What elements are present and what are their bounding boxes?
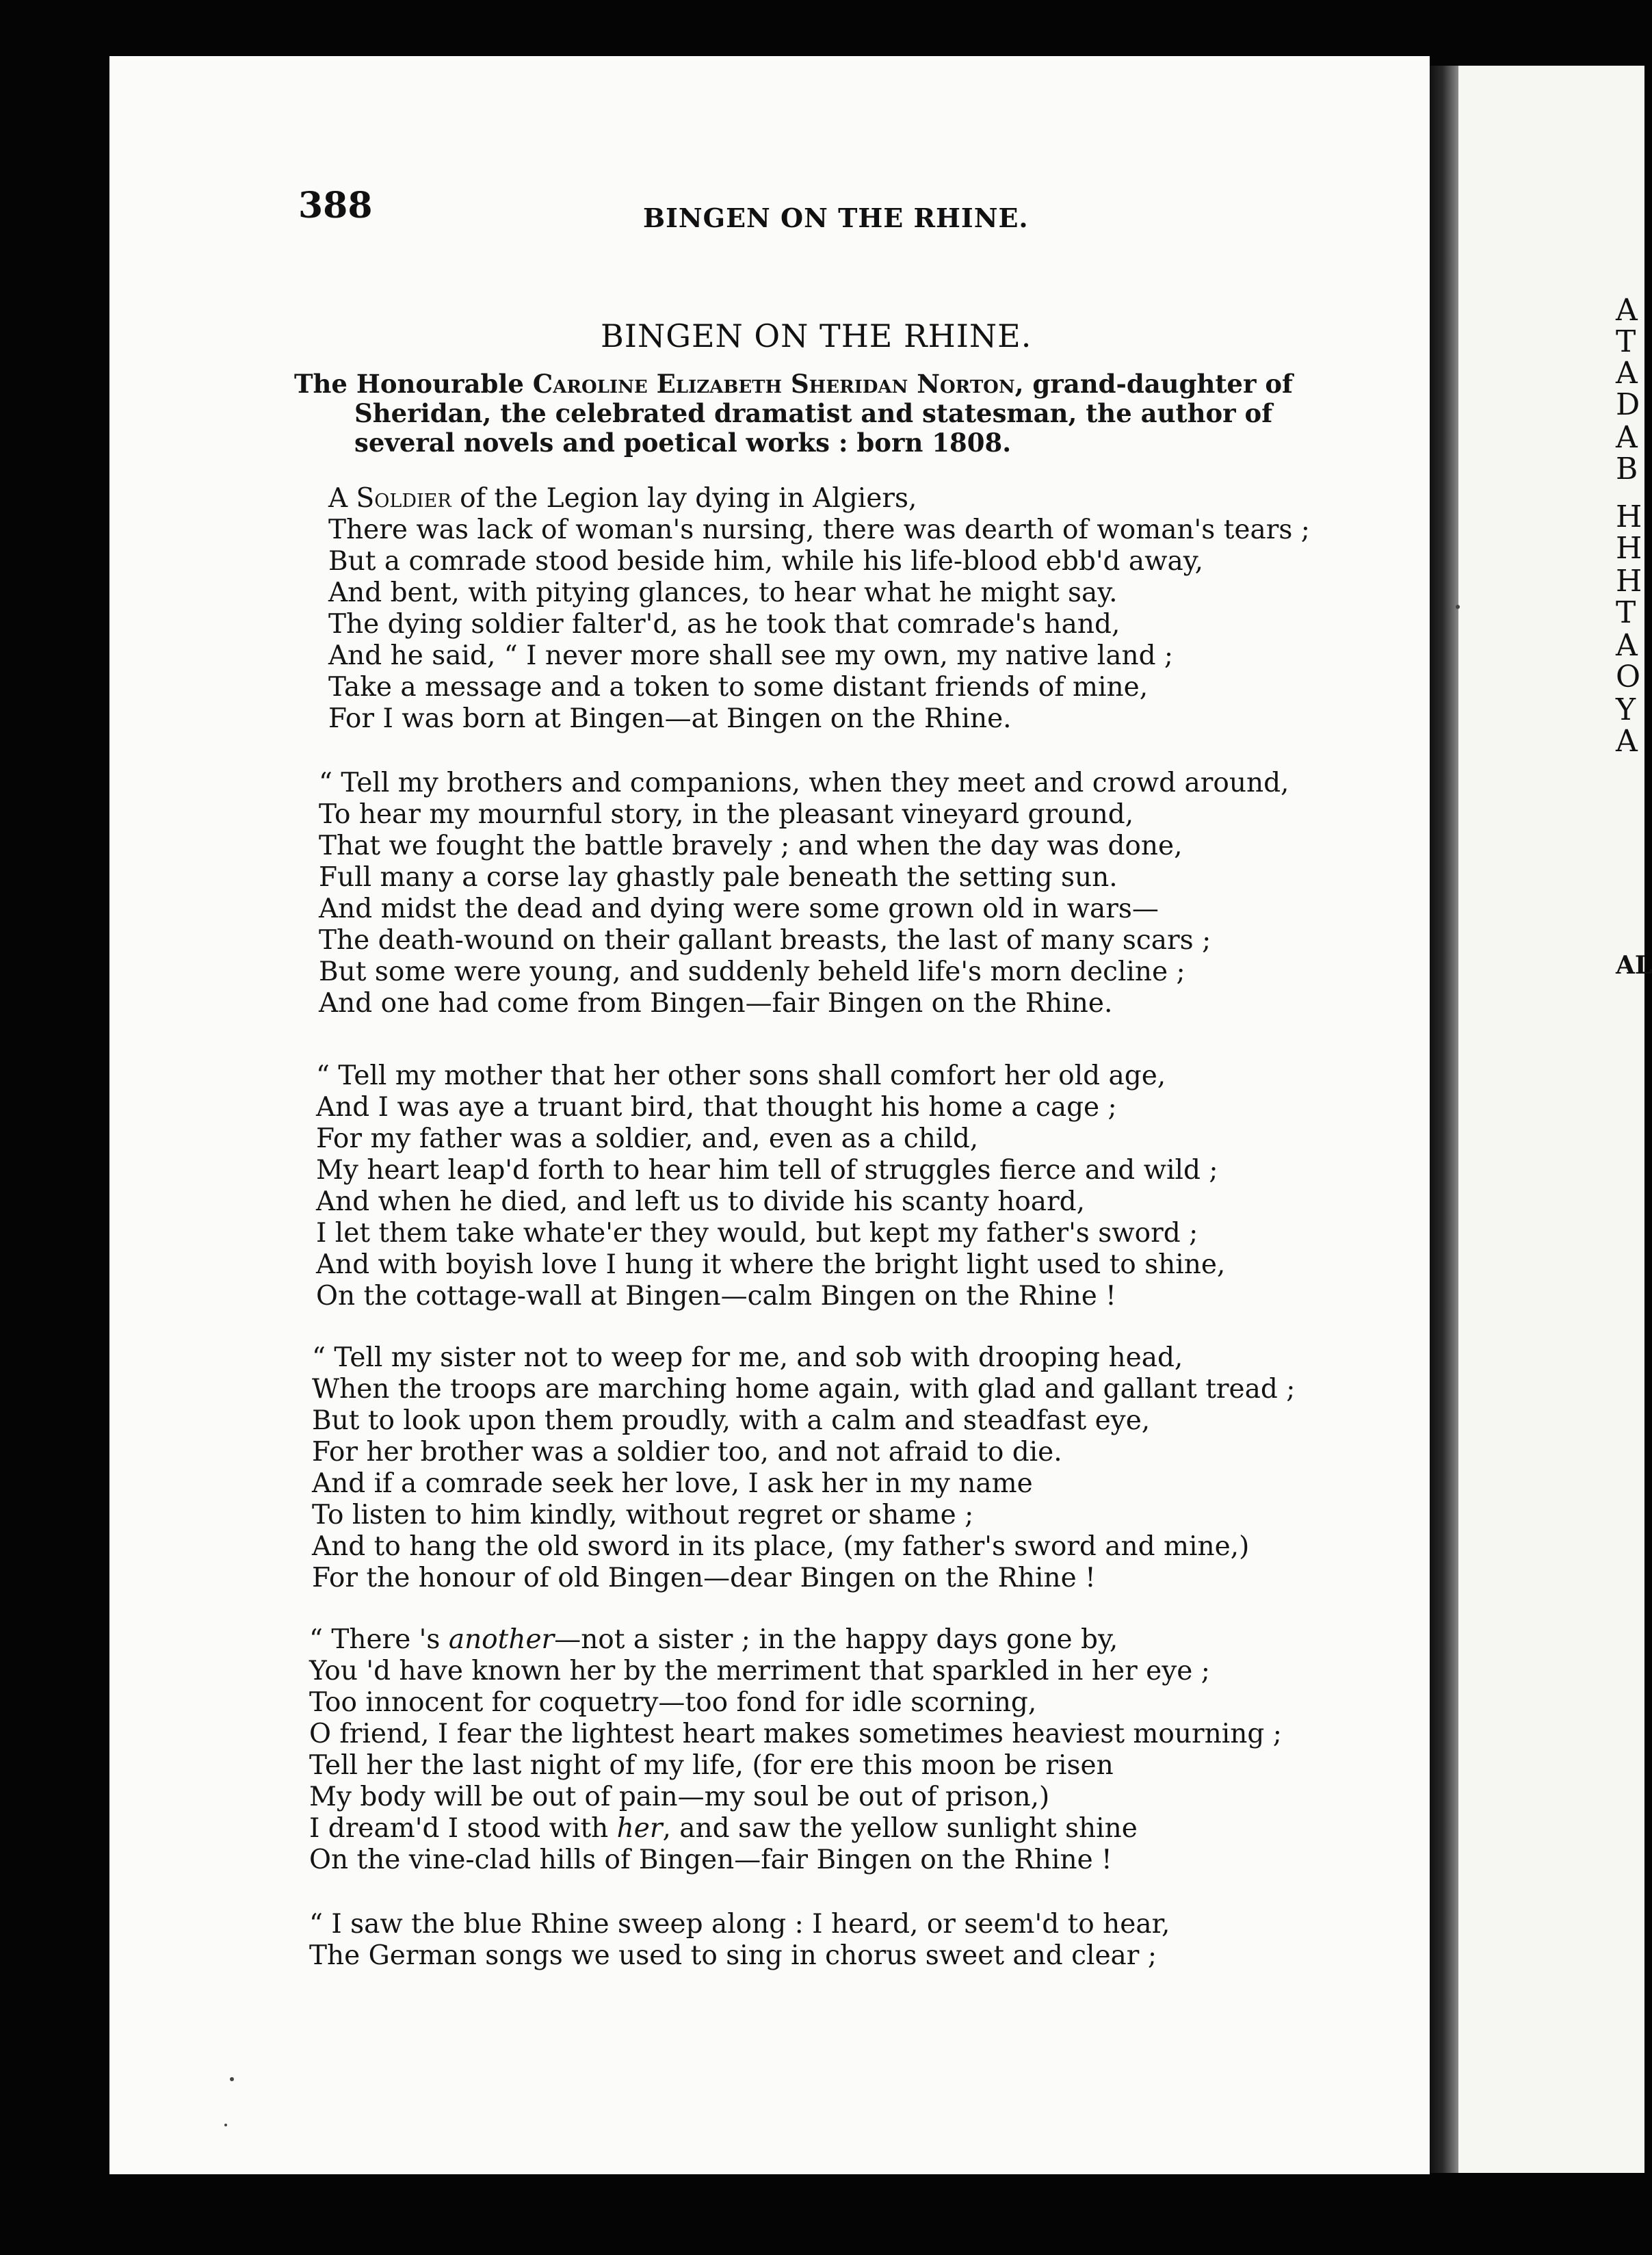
line-text: I dream'd I stood with bbox=[309, 1813, 617, 1844]
poem-line: And when he died, and left us to divide his scanty hoard, bbox=[316, 1186, 1086, 1217]
poem-line bbox=[328, 483, 1395, 514]
poem-line: And I was aye a truant bird, that thought his home a cage ; bbox=[316, 1092, 1117, 1123]
facing-fragment: H bbox=[1616, 564, 1642, 599]
poem-line: The dying soldier falter'd, as he took that comrade's hand, bbox=[328, 609, 1120, 640]
facing-fragment: A bbox=[1616, 356, 1638, 391]
poem-line: “ Tell my brothers and companions, when they meet and crowd around, bbox=[319, 768, 1289, 798]
poem-line: And to hang the old sword in its place, (my father's sword and mine,) bbox=[312, 1531, 1250, 1562]
poem-line: But to look upon them proudly, with a calm and steadfast eye, bbox=[312, 1405, 1151, 1436]
poem-line: And one had come from Bingen—fair Bingen on the Rhine. bbox=[319, 988, 1113, 1019]
poem-line: On the vine-clad hills of Bingen—fair Bingen on the Rhine ! bbox=[309, 1845, 1112, 1875]
facing-fragment: Y bbox=[1616, 692, 1636, 727]
facing-fragment: A bbox=[1616, 293, 1638, 328]
line-text: of the Legion lay dying in Algiers, bbox=[451, 483, 917, 514]
poem-line: For her brother was a soldier too, and not afraid to die. bbox=[312, 1437, 1062, 1468]
author-note-text bbox=[294, 369, 1361, 458]
opening-words: A Soldier bbox=[328, 483, 451, 514]
poem-line: Too innocent for coquetry—too fond for idle scorning, bbox=[309, 1687, 1037, 1718]
stanza-5 bbox=[309, 1624, 1376, 1876]
stanza-3 bbox=[316, 1060, 1383, 1312]
facing-fragment: AL bbox=[1616, 951, 1652, 980]
running-head: BINGEN ON THE RHINE. bbox=[643, 203, 1029, 233]
stanza-6 bbox=[309, 1909, 1376, 1972]
poem-line: The German songs we used to sing in chorus sweet and clear ; bbox=[309, 1940, 1157, 1971]
page-number: 388 bbox=[298, 185, 373, 226]
ink-speck bbox=[224, 2124, 227, 2126]
book-gutter bbox=[1430, 66, 1458, 2173]
poem-line: And midst the dead and dying were some grown old in wars— bbox=[319, 894, 1159, 924]
facing-fragment: D bbox=[1616, 387, 1640, 422]
emphasis: another bbox=[448, 1624, 555, 1655]
stanza-1 bbox=[328, 483, 1395, 735]
stanza-4 bbox=[312, 1342, 1379, 1594]
poem-line: My heart leap'd forth to hear him tell of struggles fierce and wild ; bbox=[316, 1155, 1218, 1186]
facing-fragment: A bbox=[1616, 420, 1638, 455]
poem-line: And he said, “ I never more shall see my own, my native land ; bbox=[328, 640, 1174, 671]
facing-fragment: A bbox=[1616, 724, 1638, 759]
line-text: “ There 's bbox=[309, 1624, 449, 1655]
poem-line: For the honour of old Bingen—dear Bingen on the Rhine ! bbox=[312, 1563, 1096, 1593]
poem-line: But some were young, and suddenly beheld life's morn decline ; bbox=[319, 956, 1185, 987]
poem-line: That we fought the battle bravely ; and when the day was done, bbox=[319, 831, 1183, 861]
poem-line: But a comrade stood beside him, while his life-blood ebb'd away, bbox=[328, 546, 1204, 577]
poem-line: Tell her the last night of my life, (for ere this moon be risen bbox=[309, 1750, 1114, 1781]
poem-line: O friend, I fear the lightest heart makes sometimes heaviest mourning ; bbox=[309, 1719, 1282, 1749]
poem-line: You 'd have known her by the merriment that sparkled in her eye ; bbox=[309, 1656, 1210, 1686]
poem-line: And if a comrade seek her love, I ask her in my name bbox=[312, 1468, 1033, 1499]
poem-line: “ I saw the blue Rhine sweep along : I heard, or seem'd to hear, bbox=[309, 1909, 1170, 1940]
author-note-rest: , grand-daughter of Sheridan, the celebrated dramatist and statesman, the author of several novels and poetical works : born 1808. bbox=[354, 369, 1293, 458]
poem-line: Full many a corse lay ghastly pale beneath the setting sun. bbox=[319, 862, 1118, 893]
poem-line: The death-wound on their gallant breasts, the last of many scars ; bbox=[319, 925, 1211, 956]
poem-line: And bent, with pitying glances, to hear what he might say. bbox=[328, 577, 1118, 608]
poem-title: BINGEN ON THE RHINE. bbox=[601, 317, 1032, 354]
poem-line bbox=[309, 1813, 1376, 1845]
poem-line: To listen to him kindly, without regret or shame ; bbox=[312, 1500, 974, 1530]
facing-fragment: T bbox=[1616, 324, 1636, 359]
facing-fragment: H bbox=[1616, 499, 1642, 534]
ink-speck bbox=[1456, 605, 1460, 609]
emphasis: her bbox=[616, 1813, 663, 1844]
facing-fragment: H bbox=[1616, 531, 1642, 566]
author-name: Caroline Elizabeth Sheridan Norton bbox=[532, 369, 1015, 399]
line-text: —not a sister ; in the happy days gone by, bbox=[554, 1624, 1118, 1655]
poem-line: “ Tell my mother that her other sons shall comfort her old age, bbox=[316, 1060, 1166, 1091]
line-text: , and saw the yellow sunlight shine bbox=[662, 1813, 1138, 1844]
poem-line: I let them take whate'er they would, but kept my father's sword ; bbox=[316, 1218, 1198, 1249]
poem-line bbox=[309, 1624, 1376, 1656]
poem-line: My body will be out of pain—my soul be out of prison,) bbox=[309, 1782, 1050, 1812]
author-note-prefix: The Honourable bbox=[294, 369, 533, 399]
poem-line: Take a message and a token to some distant friends of mine, bbox=[328, 672, 1149, 703]
ink-speck bbox=[230, 2077, 234, 2081]
poem-line: For my father was a soldier, and, even as a child, bbox=[316, 1123, 979, 1154]
poem-line: When the troops are marching home again, with glad and gallant tread ; bbox=[312, 1374, 1296, 1405]
poem-line: There was lack of woman's nursing, there was dearth of woman's tears ; bbox=[328, 514, 1310, 545]
facing-fragment: O bbox=[1616, 660, 1641, 694]
facing-fragment: B bbox=[1616, 452, 1638, 486]
facing-fragment: A bbox=[1616, 628, 1638, 663]
poem-line: On the cottage-wall at Bingen—calm Bingen on the Rhine ! bbox=[316, 1281, 1116, 1312]
stanza-2 bbox=[319, 768, 1386, 1019]
author-note bbox=[294, 369, 1361, 458]
poem-line: For I was born at Bingen—at Bingen on the Rhine. bbox=[328, 703, 1012, 734]
poem-line: And with boyish love I hung it where the bright light used to shine, bbox=[316, 1249, 1226, 1280]
poem-line: To hear my mournful story, in the pleasant vineyard ground, bbox=[319, 799, 1134, 830]
facing-fragment: T bbox=[1616, 595, 1636, 630]
poem-line: “ Tell my sister not to weep for me, and sob with drooping head, bbox=[312, 1342, 1183, 1373]
